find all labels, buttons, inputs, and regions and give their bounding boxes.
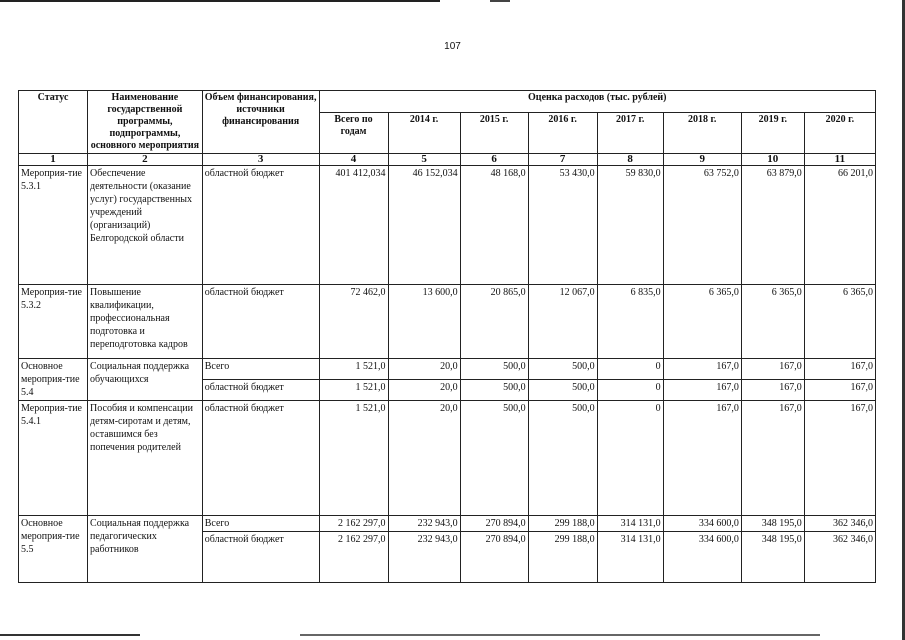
table-row: [19, 285, 876, 359]
value-cell: 167,0: [663, 401, 741, 516]
value-cell: 63 879,0: [741, 166, 804, 285]
row-status: Основное мероприя-тие 5.5: [19, 516, 88, 583]
table-row: [19, 516, 876, 532]
value-cell: 299 188,0: [528, 532, 597, 583]
value-cell: 66 201,0: [804, 166, 875, 285]
value-cell: 13 600,0: [388, 285, 460, 359]
value-cell: 362 346,0: [804, 532, 875, 583]
row-source: областной бюджет: [202, 401, 319, 516]
row-source: областной бюджет: [202, 285, 319, 359]
value-cell: 1 521,0: [319, 359, 388, 380]
header-year: 2016 г.: [528, 112, 597, 154]
row-status: Основное мероприя-тие 5.4: [19, 359, 88, 401]
value-cell: 348 195,0: [741, 532, 804, 583]
column-number: 1: [19, 154, 88, 166]
value-cell: 314 131,0: [597, 532, 663, 583]
value-cell: 20,0: [388, 401, 460, 516]
value-cell: 167,0: [663, 380, 741, 401]
header-expenses: Оценка расходов (тыс. рублей): [319, 91, 876, 113]
value-cell: 20,0: [388, 359, 460, 380]
value-cell: 20,0: [388, 380, 460, 401]
row-source: областной бюджет: [202, 532, 319, 583]
row-source: областной бюджет: [202, 380, 319, 401]
value-cell: 63 752,0: [663, 166, 741, 285]
column-number: 2: [88, 154, 203, 166]
row-name: Социальная поддержка обучающихся: [88, 359, 203, 401]
value-cell: 500,0: [460, 401, 528, 516]
value-cell: 500,0: [528, 359, 597, 380]
value-cell: 167,0: [804, 401, 875, 516]
column-number: 9: [663, 154, 741, 166]
header-year: 2017 г.: [597, 112, 663, 154]
value-cell: 167,0: [804, 359, 875, 380]
row-status: Мероприя-тие 5.3.1: [19, 166, 88, 285]
value-cell: 6 365,0: [663, 285, 741, 359]
value-cell: 167,0: [663, 359, 741, 380]
value-cell: 6 835,0: [597, 285, 663, 359]
row-status: Мероприя-тие 5.3.2: [19, 285, 88, 359]
value-cell: 362 346,0: [804, 516, 875, 532]
value-cell: 401 412,034: [319, 166, 388, 285]
value-cell: 270 894,0: [460, 516, 528, 532]
header-volume: Объем финансирования, источники финансирования: [202, 91, 319, 154]
header-name: Наименование государственной программы, подпрограммы, основного мероприятия: [88, 91, 203, 154]
value-cell: 59 830,0: [597, 166, 663, 285]
row-name: Пособия и компенсации детям-сиротам и детям, оставшимся без попечения родителей: [88, 401, 203, 516]
value-cell: 167,0: [741, 359, 804, 380]
scan-top-edge: [0, 0, 905, 3]
value-cell: 53 430,0: [528, 166, 597, 285]
value-cell: 12 067,0: [528, 285, 597, 359]
row-name: Социальная поддержка педагогических работников: [88, 516, 203, 583]
value-cell: 72 462,0: [319, 285, 388, 359]
value-cell: 232 943,0: [388, 516, 460, 532]
value-cell: 6 365,0: [804, 285, 875, 359]
column-number: 10: [741, 154, 804, 166]
header-year: 2019 г.: [741, 112, 804, 154]
table-row: [19, 166, 876, 285]
header-status: Статус: [19, 91, 88, 154]
row-source: Всего: [202, 516, 319, 532]
scan-bottom-edge: [0, 634, 905, 637]
value-cell: 500,0: [460, 359, 528, 380]
row-name: Обеспечение деятельности (оказание услуг) государственных учреждений (организаций) Белгородской области: [88, 166, 203, 285]
value-cell: 348 195,0: [741, 516, 804, 532]
page-number: 107: [444, 41, 461, 52]
row-source: областной бюджет: [202, 166, 319, 285]
value-cell: 500,0: [528, 380, 597, 401]
column-number: 6: [460, 154, 528, 166]
header-year: 2014 г.: [388, 112, 460, 154]
value-cell: 334 600,0: [663, 516, 741, 532]
column-number-row: [19, 154, 876, 166]
row-source: Всего: [202, 359, 319, 380]
value-cell: 167,0: [741, 401, 804, 516]
column-number: 11: [804, 154, 875, 166]
column-number: 5: [388, 154, 460, 166]
expenses-table: [18, 90, 876, 583]
header-year: 2018 г.: [663, 112, 741, 154]
value-cell: 500,0: [528, 401, 597, 516]
row-status: Мероприя-тие 5.4.1: [19, 401, 88, 516]
value-cell: 500,0: [460, 380, 528, 401]
table-row: [19, 359, 876, 380]
value-cell: 2 162 297,0: [319, 532, 388, 583]
header-year: 2015 г.: [460, 112, 528, 154]
value-cell: 1 521,0: [319, 380, 388, 401]
column-number: 8: [597, 154, 663, 166]
header-total: Всего по годам: [319, 112, 388, 154]
value-cell: 2 162 297,0: [319, 516, 388, 532]
value-cell: 0: [597, 380, 663, 401]
value-cell: 314 131,0: [597, 516, 663, 532]
value-cell: 6 365,0: [741, 285, 804, 359]
value-cell: 0: [597, 359, 663, 380]
row-name: Повышение квалификации, профессиональная подготовка и переподготовка кадров: [88, 285, 203, 359]
value-cell: 270 894,0: [460, 532, 528, 583]
header-year: 2020 г.: [804, 112, 875, 154]
value-cell: 20 865,0: [460, 285, 528, 359]
value-cell: 232 943,0: [388, 532, 460, 583]
value-cell: 0: [597, 401, 663, 516]
value-cell: 334 600,0: [663, 532, 741, 583]
value-cell: 299 188,0: [528, 516, 597, 532]
header-row: [19, 91, 876, 113]
value-cell: 48 168,0: [460, 166, 528, 285]
value-cell: 167,0: [741, 380, 804, 401]
value-cell: 167,0: [804, 380, 875, 401]
column-number: 7: [528, 154, 597, 166]
column-number: 4: [319, 154, 388, 166]
table-row: [19, 401, 876, 516]
column-number: 3: [202, 154, 319, 166]
value-cell: 46 152,034: [388, 166, 460, 285]
value-cell: 1 521,0: [319, 401, 388, 516]
